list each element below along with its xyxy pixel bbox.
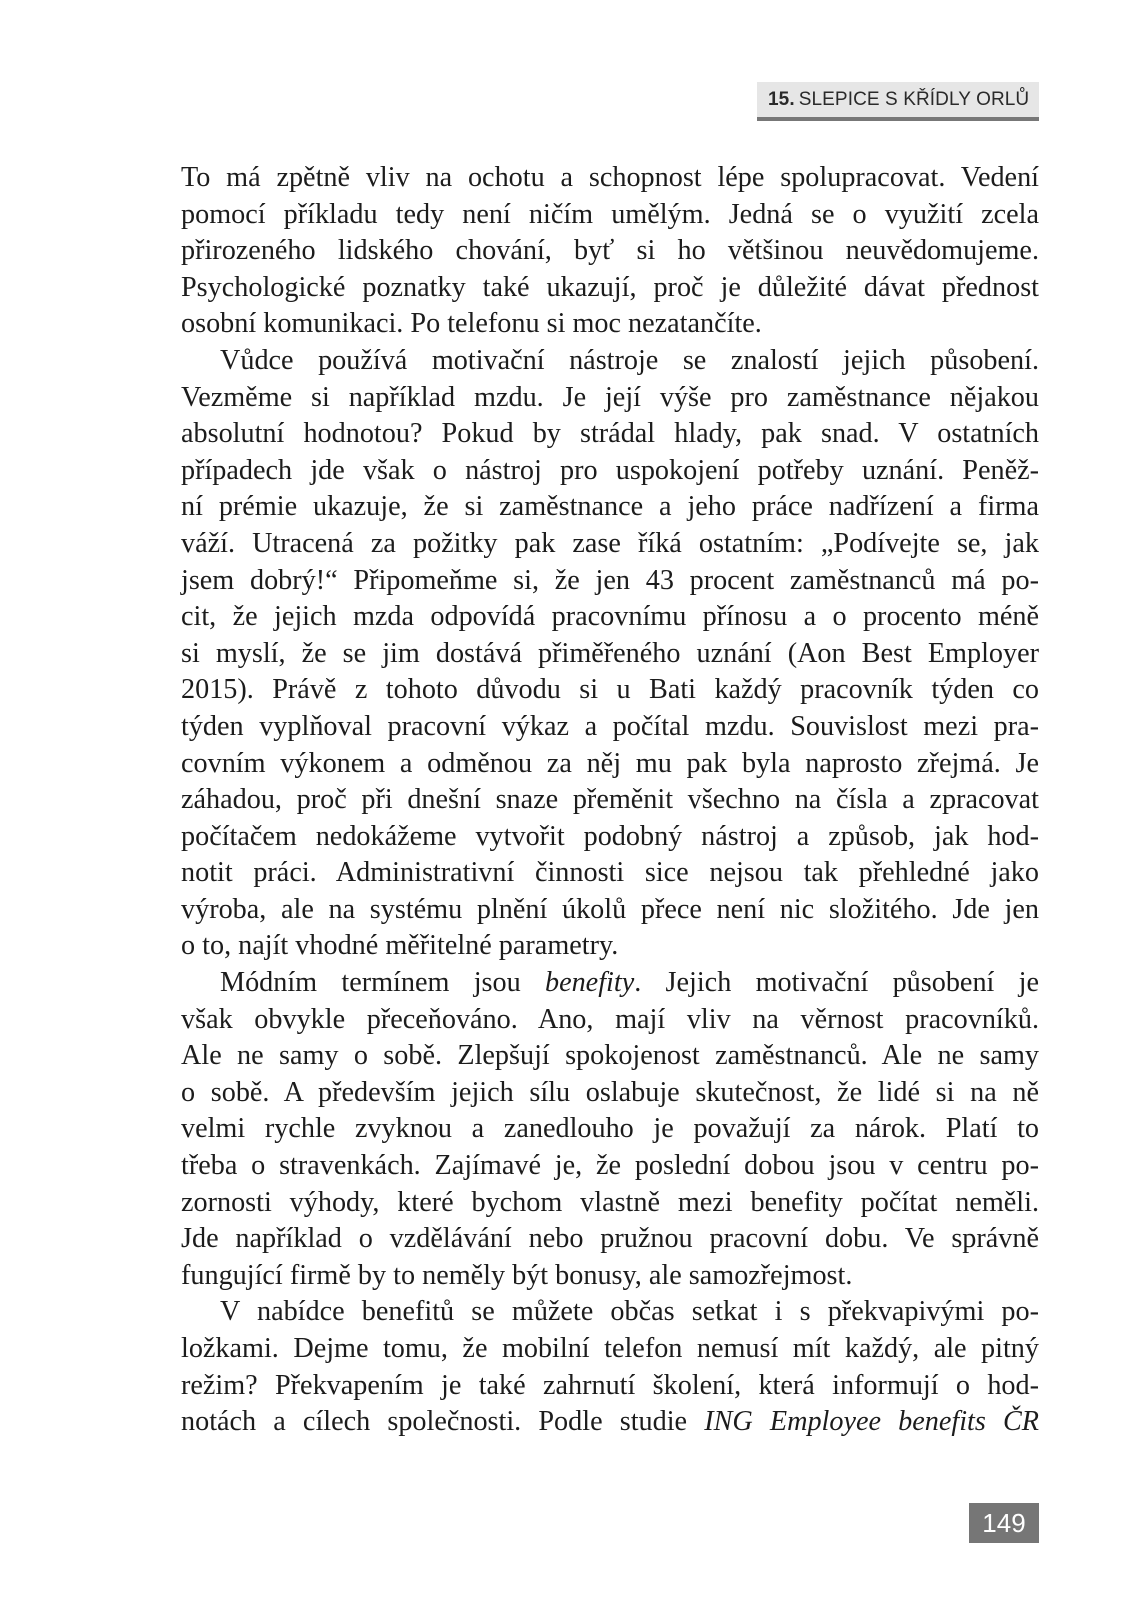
text-line: Psychologické poznatky také ukazují, proč je důležité dávat přednost [181, 271, 1039, 303]
header-rule [757, 117, 1039, 121]
paragraph [181, 965, 1039, 1294]
paragraph [181, 343, 1039, 965]
paragraph [181, 1294, 1039, 1440]
text-line: notách a cílech společnosti. Podle studie ING Employee benefits ČR [181, 1406, 1039, 1438]
text-line: V nabídce benefitů se můžete občas setkat i s překvapivými po- [220, 1296, 1039, 1328]
text-line: však obvykle přeceňováno. Ano, mají vliv na věrnost pracovníků. [181, 1003, 1039, 1035]
text-line: záhadou, proč při dnešní snaze přeměnit všechno na čísla a zpracovat [181, 784, 1039, 816]
text-line: 2015). Právě z tohoto důvodu si u Bati každý pracovník týden co [181, 674, 1039, 706]
chapter-title: SLEPICE S KŘÍDLY ORLŮ [798, 89, 1030, 110]
text-line: osobní komunikaci. Po telefonu si moc nezatančíte. [181, 308, 762, 340]
text-line: notit práci. Administrativní činnosti sice nejsou tak přehledné jako [181, 857, 1039, 889]
text-line: počítačem nedokážeme vytvořit podobný nástroj a způsob, jak hod- [181, 820, 1039, 852]
italic-term: benefity [544, 967, 635, 999]
text-line: velmi rychle zvyknou a zanedlouho je považují za nárok. Platí to [181, 1113, 1039, 1145]
paragraph [181, 160, 1039, 343]
text-line: absolutní hodnotou? Pokud by strádal hlady, pak snad. V ostatních [181, 418, 1039, 450]
text-line: covním výkonem a odměnou za něj mu pak byla naprosto zřejmá. Je [181, 747, 1039, 779]
running-header [757, 82, 1039, 118]
text-line: týden vyplňoval pracovní výkaz a počítal mzdu. Souvislost mezi pra- [181, 710, 1039, 742]
text-line: ložkami. Dejme tomu, že mobilní telefon nemusí mít každý, ale pitný [181, 1333, 1039, 1364]
text-line: cit, že jejich mzda odpovídá pracovnímu přínosu a o procento méně [181, 601, 1039, 633]
text-line: fungující firmě by to neměly být bonusy, ale samozřejmost. [181, 1259, 853, 1291]
text-line: si myslí, že se jim dostává přiměřeného uznání (Aon Best Employer [181, 637, 1039, 669]
text-line: To má zpětně vliv na ochotu a schopnost lépe spolupracovat. Vedení [181, 162, 1039, 193]
text-line: ní prémie ukazuje, že si zaměstnance a jeho práce nadřízení a firma [181, 491, 1039, 523]
text-line: třeba o stravenkách. Zajímavé je, že poslední dobou jsou v centru po- [181, 1150, 1039, 1182]
text-line: pomocí příkladu tedy není ničím umělým. Jedná se o využití zcela [181, 198, 1039, 230]
text-line: Jde například o vzdělávání nebo pružnou pracovní dobu. Ve správně [181, 1223, 1039, 1255]
text-line: o to, najít vhodné měřitelné parametry. [181, 930, 619, 962]
text-line: jsem dobrý!“ Připomeňme si, že jen 43 procent zaměstnanců má po- [181, 564, 1039, 596]
chapter-number: 15. [768, 89, 795, 110]
text-line: Ale ne samy o sobě. Zlepšují spokojenost zaměstnanců. Ale ne samy [181, 1040, 1039, 1072]
body-text [181, 160, 1039, 1441]
text-line: přirozeného lidského chování, byť si ho většinou neuvědomujeme. [181, 235, 1039, 267]
text-line: o sobě. A především jejich sílu oslabuje skutečnost, že lidé si na ně [181, 1076, 1039, 1108]
text-line: případech jde však o nástroj pro uspokojení potřeby uznání. Peněž- [181, 454, 1039, 486]
page-number: 149 [969, 1503, 1039, 1543]
italic-term: ING Employee benefits ČR [704, 1406, 1039, 1438]
text-line: Módním termínem jsou benefity. Jejich motivační působení je [220, 967, 1040, 999]
text-line: zornosti výhody, které bychom vlastně mezi benefity počítat neměli. [181, 1186, 1039, 1218]
text-line: režim? Překvapením je také zahrnutí školení, která informují o hod- [181, 1369, 1039, 1401]
text-line: Vezměme si například mzdu. Je její výše pro zaměstnance nějakou [181, 381, 1039, 413]
text-line: výroba, ale na systému plnění úkolů přece není nic složitého. Jde jen [181, 893, 1039, 925]
text-line: váží. Utracená za požitky pak zase říká ostatním: „Podívejte se, jak [181, 527, 1039, 559]
text-line: Vůdce používá motivační nástroje se znalostí jejich působení. [220, 344, 1039, 376]
